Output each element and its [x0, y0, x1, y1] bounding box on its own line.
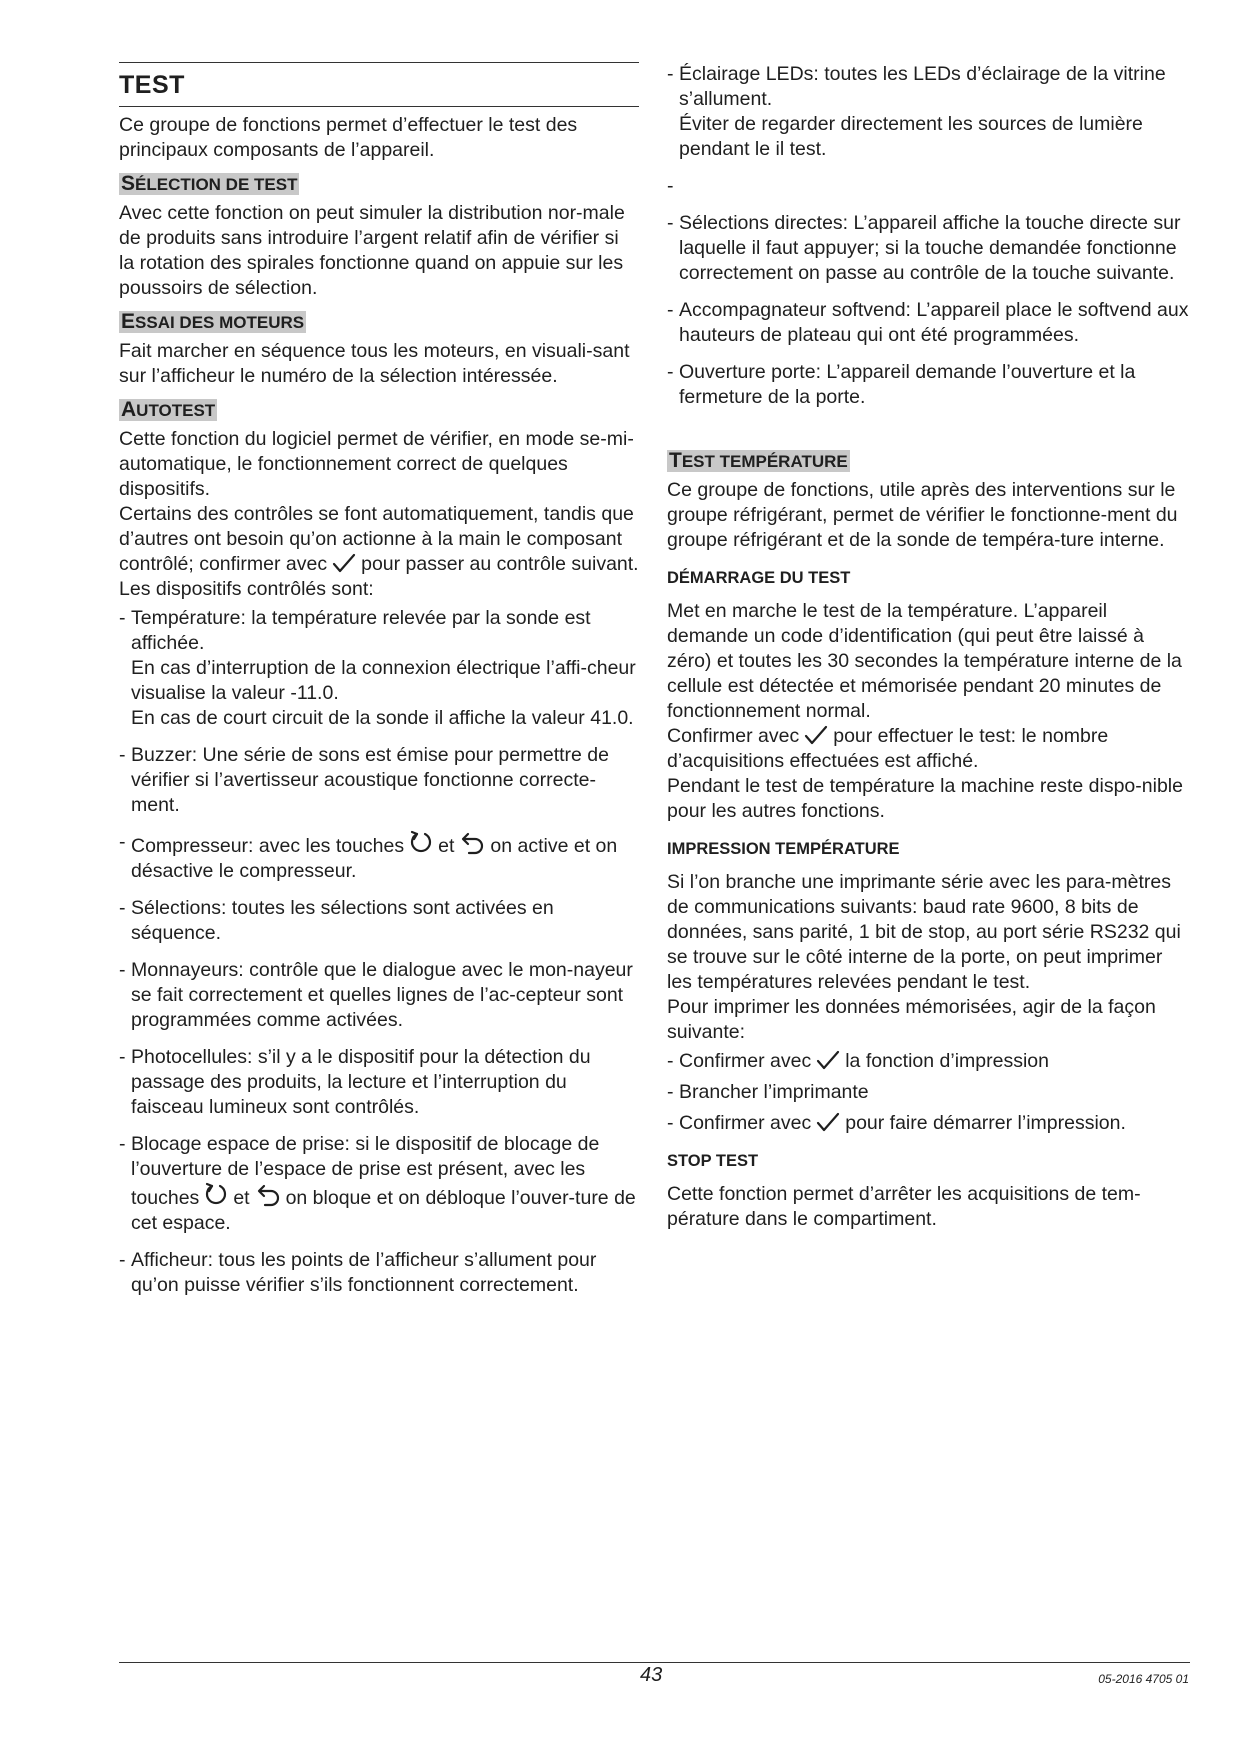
list-item-step-connect: - Brancher l’imprimante	[667, 1080, 1190, 1105]
checkmark-icon	[803, 724, 829, 746]
list-item-selections: - Sélections: toutes les sélections sont activées en séquence.	[119, 896, 639, 946]
moteurs-text: Fait marcher en séquence tous les moteurs, en visuali-sant sur l’afficheur le numéro de la sélection intéressée.	[119, 340, 630, 387]
list-item-temperature: - Température: la température relevée par la sonde est affichée. En cas d’interruption de la connexion électrique l’affi-cheur visualise la valeur -11.0. En cas de court circuit de la sonde il affiche la valeur 41.0.	[119, 606, 639, 731]
footer-rule	[119, 1662, 1190, 1663]
controlled-devices-list	[119, 606, 639, 1298]
heading-autotest: AUTOTEST	[121, 398, 216, 421]
stop-test-text: Cette fonction permet d’arrêter les acquisitions de tem-pérature dans le compartiment.	[667, 1183, 1141, 1230]
return-arrow-icon	[254, 1184, 282, 1208]
rotate-clockwise-icon	[408, 830, 434, 856]
test-intro: Ce groupe de fonctions permet d’effectuer le test des principaux composants de l’appareil.	[119, 114, 578, 161]
list-item-buzzer: - Buzzer: Une série de sons est émise pour permettre de vérifier si l’avertisseur acoustique fonctionne correcte-ment.	[119, 743, 639, 818]
autotest-p1: Cette fonction du logiciel permet de vérifier, en mode se-mi-automatique, le fonctionnement correct de quelques dispositifs.	[119, 428, 634, 500]
document-reference: 05-2016 4705 01	[1098, 1672, 1189, 1686]
section-title-test: TEST	[119, 63, 639, 107]
heading-selection-de-test: SÉLECTION DE TEST	[121, 172, 298, 195]
test-temperature-text: Ce groupe de fonctions, utile après des interventions sur le groupe réfrigérant, permet de vérifier le fonctionne-ment du groupe réfrigérant et de la sonde de tempéra-ture interne.	[667, 479, 1178, 551]
list-item-accompagnateur: - Accompagnateur softvend: L’appareil place le softvend aux hauteurs de plateau qui ont été programmées.	[667, 298, 1190, 348]
list-item-compresseur: - Compresseur: avec les touches et on active et on désactive le compresseur.	[119, 830, 639, 884]
impression-p2: Pour imprimer les données mémorisées, agir de la façon suivante:	[667, 996, 1156, 1043]
selection-text: Avec cette fonction on peut simuler la distribution nor-male de produits sans introduire l’argent relatif afin de vérifier si la rotation des spirales fonctionne quand on appuie sur les poussoirs de sélection.	[119, 202, 625, 299]
checkmark-icon	[815, 1111, 841, 1133]
page-number: 43	[640, 1664, 663, 1686]
list-item-selections-directes: - Sélections directes: L’appareil affiche la touche directe sur laquelle il faut appuyer; si la touche demandée fonctionne correctement on passe au contrôle de la touche suivante.	[667, 211, 1190, 286]
list-item-photocellules: - Photocellules: s’il y a le dispositif pour la détection du passage des produits, la lecture et l’interruption du faisceau lumineux sont contrôlés.	[119, 1045, 639, 1120]
list-item-eclairage: - Éclairage LEDs: toutes les LEDs d’éclairage de la vitrine s’allument. Éviter de regarder directement les sources de lumière pendant le il test.	[667, 62, 1190, 162]
heading-demarrage-du-test: DÉMARRAGE DU TEST	[667, 569, 851, 587]
list-item-empty	[667, 174, 1190, 199]
heading-impression-temperature: IMPRESSION TEMPÉRATURE	[667, 840, 900, 858]
list-item-monnayeurs: - Monnayeurs: contrôle que le dialogue avec le mon-nayeur se fait correctement et quelles lignes de l’ac-cepteur sont programmées comme activées.	[119, 958, 639, 1033]
return-arrow-icon	[458, 832, 486, 856]
autotest-p2: Certains des contrôles se font automatiquement, tandis que d’autres ont besoin qu’on actionne à la main le composant contrôlé; confirmer avec pour passer au contrôle suivant.	[119, 503, 639, 575]
list-item-step-confirm: - Confirmer avec la fonction d’impression	[667, 1049, 1190, 1074]
checkmark-icon	[815, 1049, 841, 1071]
list-item-blocage: - Blocage espace de prise: si le dispositif de blocage de l’ouverture de l’espace de prise est présent, avec les touches et on bloque et on débloque l’ouver-ture de cet espace.	[119, 1132, 639, 1236]
heading-test-temperature: TEST TEMPÉRATURE	[669, 449, 848, 472]
demarrage-p1: Met en marche le test de la température. L’appareil demande un code d’identification (qui peut être laissé à zéro) et toutes les 30 secondes la température interne de la cellule est détectée et mémorisée pendant 20 minutes de fonctionnement normal.	[667, 600, 1182, 722]
list-item-step-start: - Confirmer avec pour faire démarrer l’impression.	[667, 1111, 1190, 1136]
demarrage-p2: Confirmer avec pour effectuer le test: le nombre d’acquisitions effectuées est affiché.	[667, 725, 1109, 772]
autotest-p3: Les dispositifs contrôlés sont:	[119, 578, 374, 600]
impression-p1: Si l’on branche une imprimante série avec les para-mètres de communications suivants: baud rate 9600, 8 bits de données, sans parité, 1 bit de stop, au port série RS232 qui se trouve sur le côté interne de la porte, on peut imprimer les températures relevées pendant le test.	[667, 871, 1181, 993]
list-item-afficheur: - Afficheur: tous les points de l’afficheur s’allument pour qu’on puisse vérifier s’ils fonctionnent correctement.	[119, 1248, 639, 1298]
print-steps-list	[667, 1049, 1190, 1136]
checkmark-icon	[331, 552, 357, 574]
demarrage-p3: Pendant le test de température la machine reste dispo-nible pour les autres fonctions.	[667, 775, 1183, 822]
controlled-devices-list-continued	[667, 62, 1190, 410]
list-item-ouverture-porte: - Ouverture porte: L’appareil demande l’ouverture et la fermeture de la porte.	[667, 360, 1190, 410]
left-column	[119, 62, 639, 1310]
heading-stop-test: STOP TEST	[667, 1152, 759, 1170]
rotate-clockwise-icon	[203, 1182, 229, 1208]
heading-essai-des-moteurs: ESSAI DES MOTEURS	[121, 310, 305, 333]
right-column	[667, 62, 1190, 1232]
